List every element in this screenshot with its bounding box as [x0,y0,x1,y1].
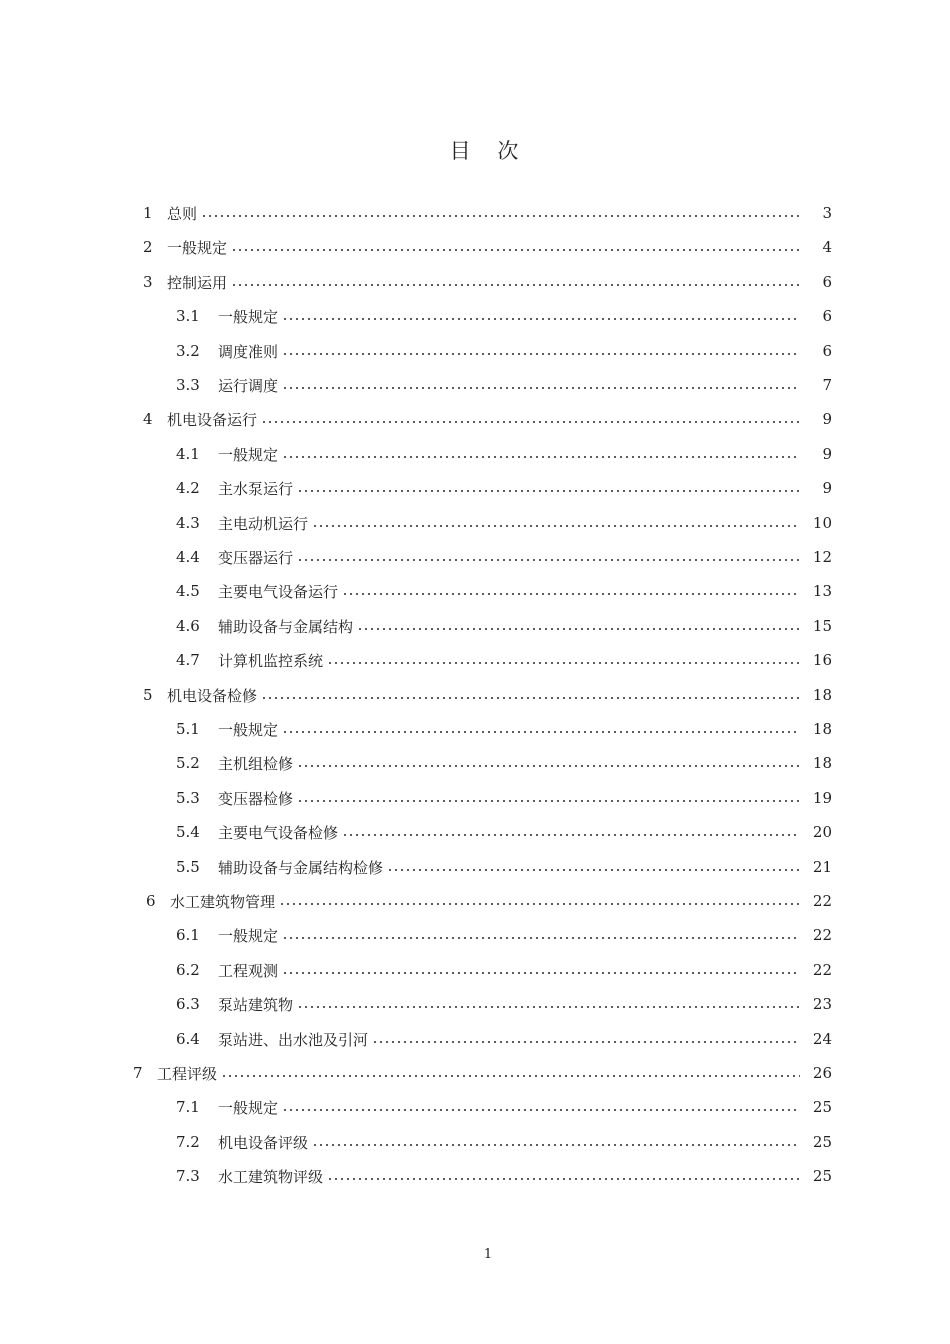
toc-entry-label: 主机组检修 [218,754,294,773]
dot-leader [342,834,800,836]
dot-leader [327,1178,800,1180]
toc-entry-page: 20 [812,823,832,841]
toc-entry-page: 10 [812,514,832,532]
toc-entry-page: 13 [812,582,832,600]
toc-entry-label: 机电设备运行 [167,410,258,429]
toc-entry-label: 工程观测 [218,961,279,980]
dot-leader [312,525,800,527]
toc-entry-number: 7 [133,1064,143,1082]
toc-entry-label: 一般规定 [167,238,228,257]
toc-entry-number: 7.2 [176,1133,200,1151]
dot-leader [282,387,800,389]
toc-entry-page: 25 [812,1167,832,1185]
toc-entry[interactable] [176,918,832,952]
toc-entry-number: 6.4 [176,1030,200,1048]
toc-entry[interactable] [176,574,832,608]
dot-leader [327,662,800,664]
toc-entry[interactable] [176,506,832,540]
toc-entry-label: 辅助设备与金属结构检修 [218,858,384,877]
dot-leader [357,628,800,630]
toc-entry[interactable] [143,678,832,712]
toc-entry-page: 6 [822,307,832,325]
dot-leader [297,559,800,561]
toc-entry-page: 9 [822,410,832,428]
toc-entry[interactable] [143,265,832,299]
dot-leader [282,972,800,974]
toc-entry-label: 一般规定 [218,445,279,464]
dot-leader [342,593,800,595]
toc-entry[interactable] [176,299,832,333]
toc-entry[interactable] [176,540,832,574]
toc-entry-page: 25 [812,1098,832,1116]
toc-entry-number: 7.3 [176,1167,200,1185]
toc-entry-label: 调度准则 [218,342,279,361]
toc-entry-label: 总则 [167,204,198,223]
toc-entry[interactable] [176,437,832,471]
toc-entry-label: 泵站进、出水池及引河 [218,1030,369,1049]
dot-leader [282,353,800,355]
dot-leader [231,284,800,286]
dot-leader [372,1041,800,1043]
toc-entry-page: 7 [822,376,832,394]
dot-leader [201,215,800,217]
toc-entry[interactable] [176,712,832,746]
toc-entry[interactable] [176,1125,832,1159]
page-number: 1 [483,1247,493,1262]
dot-leader [297,490,800,492]
toc-entry-label: 一般规定 [218,720,279,739]
toc-entry[interactable] [143,402,832,436]
dot-leader [282,731,800,733]
toc-entry[interactable] [143,196,832,230]
dot-leader [282,456,800,458]
toc-entry-page: 25 [812,1133,832,1151]
toc-entry-number: 4.7 [176,651,200,669]
toc-entry-label: 主要电气设备运行 [218,582,339,601]
dot-leader [297,765,800,767]
toc-entry-page: 26 [812,1064,832,1082]
dot-leader [279,903,800,905]
toc-entry-page: 18 [812,754,832,772]
toc-entry-number: 5.1 [176,720,200,738]
toc-entry-number: 6.2 [176,961,200,979]
toc-entry-label: 泵站建筑物 [218,995,294,1014]
toc-entry-number: 4.6 [176,617,200,635]
page-title: 目 次 [449,139,529,163]
toc-entry-label: 机电设备检修 [167,686,258,705]
toc-entry-label: 水工建筑物评级 [218,1167,324,1186]
toc-entry-page: 6 [822,342,832,360]
toc-entry-label: 辅助设备与金属结构 [218,617,354,636]
dot-leader [297,800,800,802]
toc-entry-label: 一般规定 [218,1098,279,1117]
toc-entry-page: 16 [812,651,832,669]
toc-entry-number: 3.2 [176,342,200,360]
toc-entry[interactable] [176,609,832,643]
dot-leader [282,318,800,320]
toc-entry[interactable] [176,334,832,368]
toc-entry-number: 6 [146,892,156,910]
toc-entry-label: 运行调度 [218,376,279,395]
toc-entry-page: 19 [812,789,832,807]
toc-entry-number: 3.3 [176,376,200,394]
dot-leader [221,1075,800,1077]
toc-entry[interactable] [176,781,832,815]
dot-leader [282,1109,800,1111]
toc-entry-label: 控制运用 [167,273,228,292]
toc-entry-page: 18 [812,686,832,704]
toc-entry-label: 主电动机运行 [218,514,309,533]
toc-entry-label: 水工建筑物管理 [170,892,276,911]
toc-entry[interactable] [176,746,832,780]
toc-entry-number: 5 [143,686,153,704]
toc-entry-label: 主水泵运行 [218,479,294,498]
toc-entry-number: 5.4 [176,823,200,841]
dot-leader [312,1144,800,1146]
toc-entry[interactable] [176,368,832,402]
toc-entry-number: 4.1 [176,445,200,463]
dot-leader [387,869,800,871]
toc-entry-page: 9 [822,479,832,497]
toc-entry[interactable] [176,471,832,505]
toc-entry-number: 6.3 [176,995,200,1013]
toc-entry-page: 3 [822,204,832,222]
toc-entry-page: 22 [812,961,832,979]
toc-entry[interactable] [133,1056,832,1090]
toc-entry-label: 一般规定 [218,307,279,326]
toc-entry[interactable] [176,987,832,1021]
toc-entry-page: 15 [812,617,832,635]
toc-entry-label: 一般规定 [218,926,279,945]
toc-entry-number: 1 [143,204,153,222]
dot-leader [297,1006,800,1008]
toc-entry[interactable] [176,643,832,677]
toc-entry[interactable] [146,884,832,918]
toc-entry-page: 22 [812,892,832,910]
toc-entry-page: 24 [812,1030,832,1048]
toc-entry[interactable] [176,953,832,987]
toc-entry-page: 6 [822,273,832,291]
toc-entry-number: 2 [143,238,153,256]
toc-entry-page: 18 [812,720,832,738]
toc-entry-page: 4 [822,238,832,256]
toc-entry-page: 9 [822,445,832,463]
toc-entry-label: 工程评级 [157,1064,218,1083]
toc-entry-label: 计算机监控系统 [218,651,324,670]
dot-leader [282,937,800,939]
toc-entry-number: 4.4 [176,548,200,566]
toc-entry[interactable] [176,1022,832,1056]
toc-entry-number: 3 [143,273,153,291]
toc-entry[interactable] [176,815,832,849]
toc-entry-number: 4 [143,410,153,428]
toc-entry-label: 变压器检修 [218,789,294,808]
toc-entry-number: 5.5 [176,858,200,876]
toc-entry-label: 机电设备评级 [218,1133,309,1152]
toc-entry-number: 3.1 [176,307,200,325]
toc-entry-page: 22 [812,926,832,944]
toc-entry-label: 主要电气设备检修 [218,823,339,842]
toc-entry-number: 4.2 [176,479,200,497]
toc-entry[interactable] [143,230,832,264]
toc-entry-number: 5.2 [176,754,200,772]
toc-entry[interactable] [176,850,832,884]
toc-entry[interactable] [176,1159,832,1193]
toc-entry-label: 变压器运行 [218,548,294,567]
dot-leader [261,421,800,423]
dot-leader [261,697,800,699]
toc-entry-number: 5.3 [176,789,200,807]
toc-entry-number: 4.5 [176,582,200,600]
toc-entry-number: 4.3 [176,514,200,532]
toc-entry-number: 7.1 [176,1098,200,1116]
toc-entry-number: 6.1 [176,926,200,944]
toc-entry[interactable] [176,1090,832,1124]
dot-leader [231,249,800,251]
toc-entry-page: 21 [812,858,832,876]
toc-entry-page: 23 [812,995,832,1013]
toc-entry-page: 12 [812,548,832,566]
